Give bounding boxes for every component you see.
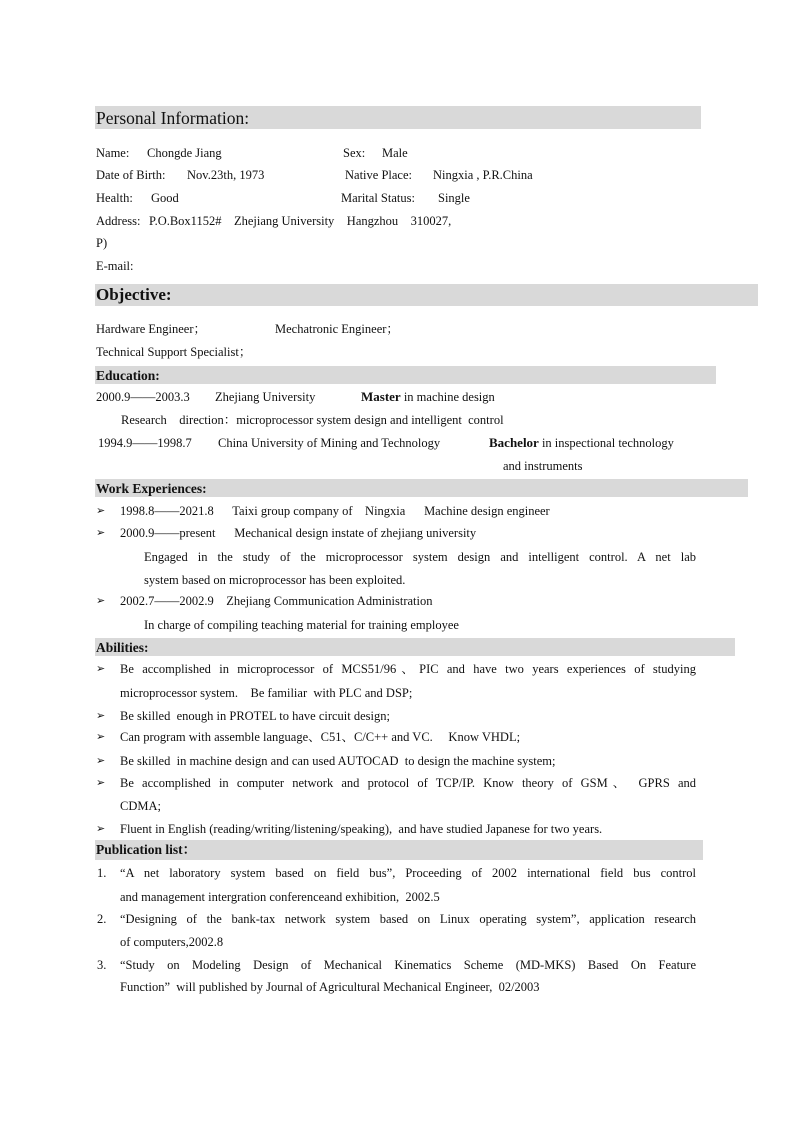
edu1-school: Zhejiang University [215,390,316,404]
pub2-text: “Designing of the bank-tax network system based on Linux operating system”, application research [120,912,696,926]
dob-value: Nov.23th, 1973 [187,168,265,182]
bullet-icon: ➢ [96,731,106,743]
pub1-text: “A net laboratory system based on field bus”, Proceeding of 2002 international field bus control [120,866,696,880]
bullet-icon: ➢ [96,777,106,789]
address-continuation: P) [96,236,108,250]
native-label: Native Place: [345,168,412,182]
bullet-icon: ➢ [96,710,106,722]
objective-heading: Objective: [96,285,172,304]
abilities-heading-bar [95,638,735,656]
ability-microprocessor-cont: microprocessor system. Be familiar with PLC and DSP; [120,686,413,700]
marital-value: Single [438,191,470,205]
bullet-icon: ➢ [96,595,106,607]
objective-item-hardware: Hardware Engineer； [96,322,207,336]
edu2-field-continuation: and instruments [503,459,583,473]
edu1-period: 2000.9——2003.3 [96,390,190,404]
bullet-icon: ➢ [96,663,106,675]
personal-heading: Personal Information: [96,108,250,128]
sex-label: Sex: [343,146,366,160]
edu2-degree: Bachelor [489,435,539,450]
pub1-number: 1. [97,866,107,880]
address-label: Address: [96,214,141,228]
marital-label: Marital Status: [341,191,415,205]
work-item-taixi: 1998.8——2021.8 Taixi group company of Ningxia Machine design engineer [120,504,550,518]
pub3-text: “Study on Modeling Design of Mechanical Kinematics Scheme (MD-MKS) Based On Feature [120,958,696,972]
ability-network-cont: CDMA; [120,799,161,813]
ability-microprocessor: Be accomplished in microprocessor of MCS51/96、PIC and have two years experiences of studying [120,662,696,676]
health-value: Good [151,191,179,205]
ability-network: Be accomplished in computer network and protocol of TCP/IP. Know theory of GSM、 GPRS and [120,776,696,790]
dob-label: Date of Birth: [96,168,166,182]
ability-programming: Can program with assemble language、C51、C/C++ and VC. Know VHDL; [120,730,521,744]
edu1-research: Research direction：microprocessor system design and intelligent control [121,413,504,427]
work-item-zju-desc: Engaged in the study of the microprocessor system design and intelligent control. A net lab [144,550,696,564]
bullet-icon: ➢ [96,527,106,539]
edu1-field: in machine design [400,390,495,404]
name-value: Chongde Jiang [147,146,222,160]
education-heading-bar [95,366,716,384]
edu2-school: China University of Mining and Technology [218,436,441,450]
email-label: E-mail: [96,259,134,273]
ability-autocad: Be skilled in machine design and can used AUTOCAD to design the machine system; [120,754,556,768]
publication-heading: Publication list： [96,842,197,857]
edu2-period: 1994.9——1998.7 [98,436,192,450]
abilities-heading: Abilities: [96,640,149,655]
pub3-number: 3. [97,958,107,972]
work-item-communication-desc: In charge of compiling teaching material for training employee [144,618,459,632]
objective-item-support: Technical Support Specialist； [96,345,252,359]
bullet-icon: ➢ [96,823,106,835]
health-label: Health: [96,191,133,205]
objective-heading-bar [95,284,758,306]
education-heading: Education: [96,368,160,383]
name-label: Name: [96,146,130,160]
sex-value: Male [382,146,408,160]
pub2-text-cont: of computers,2002.8 [120,935,224,949]
work-heading: Work Experiences: [96,481,207,496]
work-item-communication: 2002.7——2002.9 Zhejiang Communication Administration [120,594,433,608]
ability-english: Fluent in English (reading/writing/listening/speaking), and have studied Japanese for two years. [120,822,603,836]
bullet-icon: ➢ [96,755,106,767]
work-item-zju-desc-cont: system based on microprocessor has been exploited. [144,573,406,587]
edu1-degree-line [361,389,495,405]
pub3-text-cont: Function” will published by Journal of Agricultural Mechanical Engineer, 02/2003 [120,980,540,994]
ability-protel: Be skilled enough in PROTEL to have circuit design; [120,709,390,723]
native-value: Ningxia , P.R.China [433,168,533,182]
edu2-degree-line [489,435,674,451]
edu2-field: in inspectional technology [538,436,674,450]
address-value: P.O.Box1152# Zhejiang University Hangzhou 310027, [149,214,452,228]
bullet-icon: ➢ [96,505,106,517]
edu1-degree: Master [361,389,401,404]
pub1-text-cont: and management intergration conferenceand exhibition, 2002.5 [120,890,440,904]
objective-item-mechatronic: Mechatronic Engineer； [275,322,399,336]
work-item-zju: 2000.9——present Mechanical design instate of zhejiang university [120,526,477,540]
pub2-number: 2. [97,912,107,926]
